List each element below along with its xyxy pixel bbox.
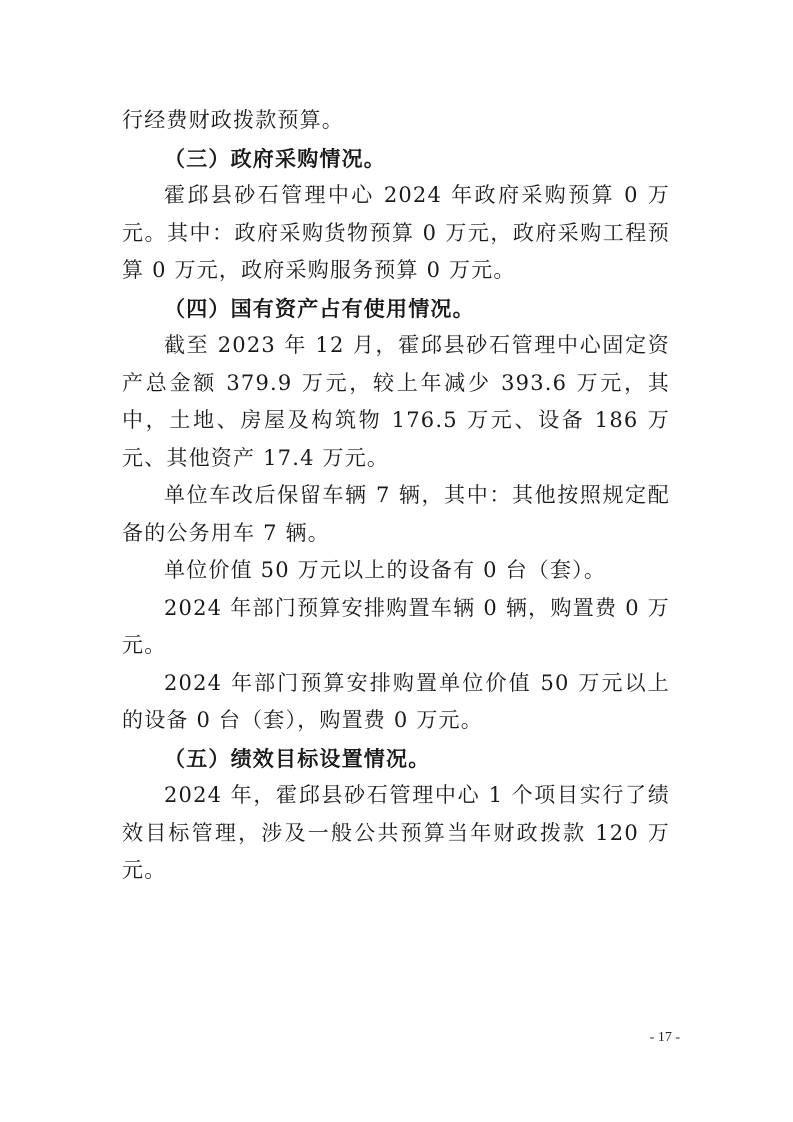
- paragraph-equipment-count: 单位价值 50 万元以上的设备有 0 台（套）。: [164, 558, 607, 582]
- paragraph-performance-management: 2024 年，霍邱县砂石管理中心 1 个项目实行了绩效目标管理，涉及一般公共预算当年财政拨款 120 万元。: [122, 783, 670, 882]
- paragraph-budget-tail: 行经费财政拨款预算。: [122, 108, 344, 132]
- paragraph-procurement-budget: 霍邱县砂石管理中心 2024 年政府采购预算 0 万元。其中：政府采购货物预算 0 万元，政府采购工程预算 0 万元，政府采购服务预算 0 万元。: [122, 183, 670, 282]
- heading-state-assets: （四）国有资产占有使用情况。: [164, 295, 475, 321]
- document-body: [122, 102, 670, 890]
- heading-performance-targets: （五）绩效目标设置情况。: [164, 745, 431, 771]
- paragraph-equipment-purchase: 2024 年部门预算安排购置单位价值 50 万元以上的设备 0 台（套），购置费 0 万元。: [122, 670, 670, 732]
- paragraph-vehicle-purchase: 2024 年部门预算安排购置车辆 0 辆，购置费 0 万元。: [122, 595, 670, 657]
- page-number: - 17 -: [649, 1030, 680, 1045]
- paragraph-fixed-assets: 截至 2023 年 12 月，霍邱县砂石管理中心固定资产总金额 379.9 万元，较上年减少 393.6 万元，其中，土地、房屋及构筑物 176.5 万元、设备 186 万元、其他资产 17.4 万元。: [122, 333, 670, 470]
- heading-government-procurement: （三）政府采购情况。: [164, 145, 386, 171]
- paragraph-vehicles: 单位车改后保留车辆 7 辆，其中：其他按照规定配备的公务用车 7 辆。: [122, 483, 670, 545]
